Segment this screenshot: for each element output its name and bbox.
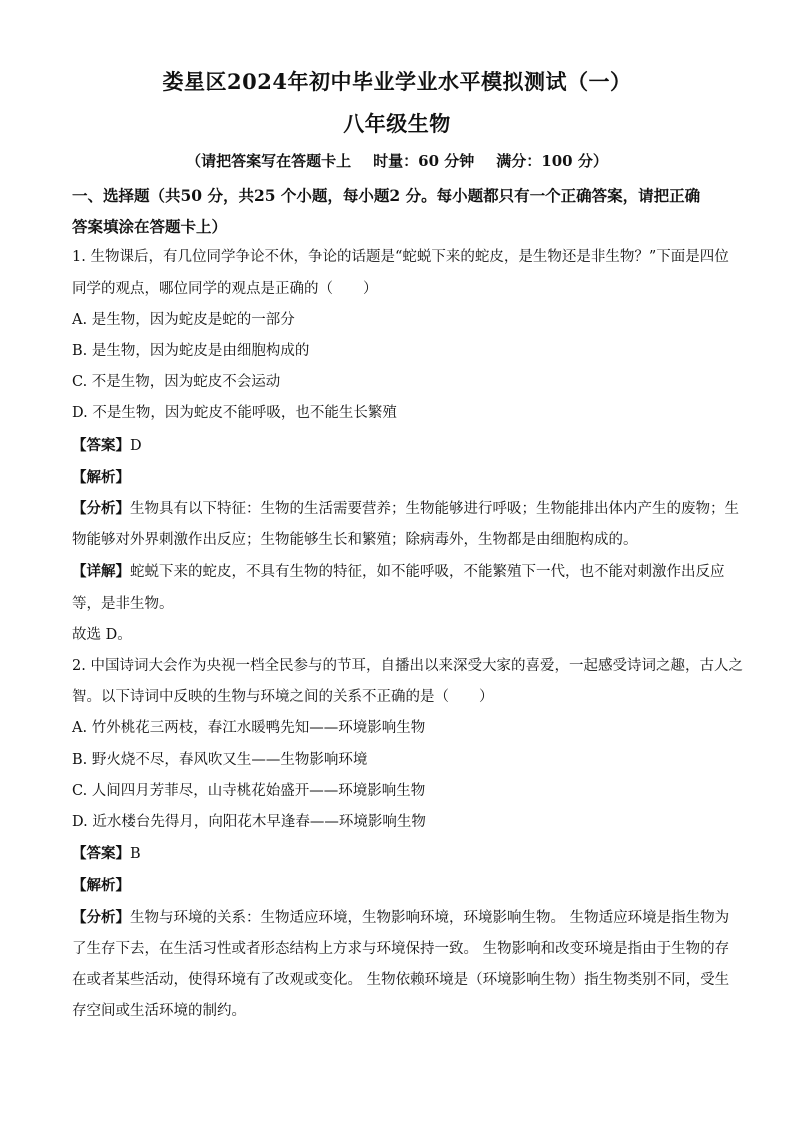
q1-answer-value: D: [130, 437, 142, 454]
q2-stem-line-1: 2. 中国诗词大会作为央视一档全民参与的节耳，自播出以来深受大家的喜爱，一起感受诗词之趣，古人之: [72, 658, 743, 675]
section-heading-line-2: 答案填涂在答题卡上）: [72, 217, 228, 237]
q2-fenxi-tag: 【分析】: [72, 908, 130, 926]
q1-option-b: B. 是生物，因为蛇皮是由细胞构成的: [72, 343, 310, 360]
q1-fenxi-line-1: [72, 493, 739, 525]
q2-option-c: C. 人间四月芳菲尽，山寺桃花始盛开——环境影响生物: [72, 782, 426, 799]
q1-stem-line-1: 1. 生物课后，有几位同学争论不休，争论的话题是“蛇蜕下来的蛇皮，是生物还是非生物？”下面是四位: [72, 249, 729, 266]
q1-xiangjie-tag: 【详解】: [72, 563, 130, 581]
q2-stem-line-2: [72, 682, 722, 713]
q2-option-d: D. 近水楼台先得月，向阳花木早逢春——环境影响生物: [72, 814, 426, 831]
q1-answer-tag: 【答案】: [72, 436, 130, 454]
q1-option-d: D. 不是生物，因为蛇皮不能呼吸，也不能生长繁殖: [72, 405, 397, 422]
q2-answer: [72, 838, 722, 870]
q2-answer-tag: 【答案】: [72, 845, 130, 863]
exam-title: 娄星区2024年初中毕业学业水平模拟测试（一）: [162, 69, 632, 94]
exam-instructions: [0, 150, 794, 171]
instruction-time: 时量：60 分钟: [373, 152, 475, 170]
q2-fenxi-line-2: 了生存下去，在生活习性或者形态结构上方求与环境保持一致。 生物影响和改变环境是指由于生物的存: [72, 940, 730, 957]
q1-option-c: C. 不是生物，因为蛇皮不会运动: [72, 374, 281, 391]
q2-fenxi-text-1: 生物与环境的关系：生物适应环境，生物影响环境，环境影响生物。 生物适应环境是指生物为: [130, 909, 730, 926]
q1-stem-text: 同学的观点，哪位同学的观点是正确的（: [72, 280, 333, 297]
q2-option-a: A. 竹外桃花三两枝，春江水暖鸭先知——环境影响生物: [72, 720, 426, 737]
q2-answer-value: B: [130, 846, 141, 863]
instruction-full-score: 满分：100 分）: [496, 152, 608, 170]
q1-xiangjie-line-1: [72, 556, 725, 588]
q2-fenxi-line-1: [72, 902, 730, 934]
section-heading-line-1: 一、选择题（共50 分，共25 个小题，每小题2 分。每小题都只有一个正确答案，请把正确: [72, 186, 701, 205]
q1-fenxi-line-2: 物能够对外界刺激作出反应；生物能够生长和繁殖；除病毒外，生物都是由细胞构成的。: [72, 532, 638, 549]
q2-fenxi-line-4: 存空间或生活环境的制约。: [72, 1003, 246, 1020]
q2-analysis-tag: 【解析】: [72, 877, 130, 895]
instruction-answer-sheet: （请把答案写在答题卡上: [186, 152, 352, 170]
q1-stem-bracket: ）: [363, 280, 378, 297]
q2-stem-bracket: ）: [479, 689, 494, 706]
q1-xiangjie-text-1: 蛇蜕下来的蛇皮，不具有生物的特征，如不能呼吸，不能繁殖下一代，也不能对刺激作出反应: [130, 564, 725, 581]
q2-fenxi-line-3: 在或者某些活动，使得环境有了改观或变化。 生物依赖环境是（环境影响生物）指生物类别不同，受生: [72, 972, 730, 989]
q1-fenxi-text-1: 生物具有以下特征：生物的生活需要营养；生物能够进行呼吸；生物能排出体内产生的废物；生: [130, 501, 739, 518]
q1-stem-line-2: [72, 274, 722, 305]
q2-stem-text: 智。以下诗词中反映的生物与环境之间的关系不正确的是（: [72, 689, 449, 706]
q1-answer: [72, 430, 722, 462]
q1-conclusion: 故选 D。: [72, 626, 132, 643]
exam-subtitle: 八年级生物: [343, 111, 451, 136]
q1-fenxi-tag: 【分析】: [72, 500, 130, 518]
q1-option-a: A. 是生物，因为蛇皮是蛇的一部分: [72, 311, 295, 328]
exam-content: [72, 180, 743, 1027]
q2-option-b: B. 野火烧不尽，春风吹又生——生物影响环境: [72, 751, 368, 768]
q1-analysis-tag: 【解析】: [72, 468, 130, 486]
q1-xiangjie-line-2: 等，是非生物。: [72, 595, 174, 612]
